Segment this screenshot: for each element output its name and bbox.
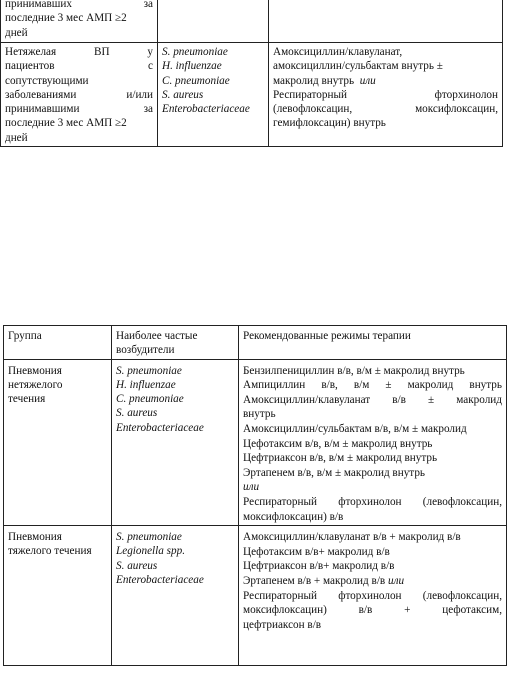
therapy-line: Эртапенем в/в, в/м ± макролид внутрь [243, 466, 426, 479]
therapy-line: Респираторный фторхинолон [273, 88, 498, 101]
therapy-line: моксифлоксацин) в/в [243, 510, 344, 523]
cell-line: течения [8, 393, 46, 406]
group-cell [4, 526, 112, 666]
table-row [4, 359, 507, 526]
cell-line: последние 3 мес АМП ≥2 [5, 117, 127, 130]
therapy-cell [269, 0, 503, 43]
table-row [4, 526, 507, 666]
cell-line: дней [5, 26, 28, 39]
pathogens-cell [112, 359, 239, 526]
therapy-table [3, 325, 507, 666]
therapy-line: Респираторный фторхинолон (левофлоксацин, [243, 589, 502, 602]
therapy-line: гемифлоксацин) внутрь [273, 117, 386, 130]
pathogen-name: S. aureus [116, 559, 158, 572]
header-therapy: Рекомендованные режимы терапии [239, 326, 507, 360]
pathogen-name: H. influenzae [162, 60, 222, 73]
therapy-line: Амоксициллин/клавуланат, [273, 46, 403, 58]
therapy-line: Амоксициллин/сульбактам в/в, в/м ± макролид [243, 422, 467, 435]
table-header-row [4, 326, 507, 360]
table-row [1, 0, 503, 43]
therapy-line: Бензилпенициллин в/в, в/м ± макролид внутрь [243, 364, 465, 377]
therapy-line: моксифлоксацин) в/в + цефотаксим, [243, 604, 502, 617]
pathogen-name: H. influenzae [116, 378, 176, 391]
therapy-line: цефтриаксон в/в [243, 618, 322, 631]
cell-line: дней [5, 131, 28, 144]
therapy-line: Амоксициллин/клавуланат в/в ± макролид [243, 393, 502, 406]
cell-line: сопутствующими [5, 74, 89, 87]
therapy-line: (левофлоксацин, моксифлоксацин, [273, 103, 498, 116]
header-group: Группа [4, 326, 112, 360]
group-cell [1, 43, 158, 147]
therapy-line: амоксициллин/сульбактам внутрь ± [273, 60, 443, 73]
therapy-line: Респираторный фторхинолон (левофлоксацин, [243, 495, 502, 508]
pathogen-name: Enterobacteriaceae [116, 421, 204, 434]
therapy-cell [269, 43, 503, 147]
pathogen-name: Enterobacteriaceae [162, 103, 250, 116]
or-conjunction: или [243, 481, 260, 494]
therapy-line [243, 574, 502, 589]
therapy-line: внутрь [243, 408, 276, 421]
pathogens-cell [112, 526, 239, 666]
therapy-text: макролид внутрь [273, 74, 355, 87]
pathogen-name: S. pneumoniae [116, 531, 182, 544]
cell-line: последние 3 мес АМП ≥2 [5, 12, 127, 25]
therapy-line: Цефтриаксон в/в+ макролид в/в [243, 560, 395, 573]
cell-line: Пневмония [8, 364, 62, 377]
therapy-line: Ампициллин в/в, в/м ± макролид внутрь [243, 379, 502, 392]
header-pathogens: Наиболее частые возбудители [112, 326, 239, 360]
therapy-line: Цефотаксим в/в, в/м ± макролид внутрь [243, 437, 433, 450]
therapy-cell [239, 359, 507, 526]
pathogen-name: S. pneumoniae [162, 46, 228, 58]
cell-line: тяжелого течения [8, 545, 92, 558]
pathogen-name: Legionella spp. [116, 545, 185, 558]
or-conjunction: или [388, 574, 405, 587]
pathogen-name: C. pneumoniae [116, 393, 184, 406]
therapy-line: Цефотаксим в/в+ макролид в/в [243, 545, 390, 558]
pathogen-name: S. aureus [116, 407, 158, 420]
pathogens-cell [158, 43, 269, 147]
cell-line: заболеваниями и/или [5, 88, 153, 101]
therapy-line: Амоксициллин/клавуланат в/в + макролид в/в [243, 531, 461, 544]
cell-line: Нетяжелая ВП у [5, 46, 153, 58]
or-conjunction: или [359, 74, 376, 87]
group-cell [1, 0, 158, 43]
therapy-text: Эртапенем в/в + макролид в/в [243, 574, 386, 587]
cell-line: принимавшими за [5, 103, 153, 116]
therapy-line [273, 74, 498, 88]
table-row [1, 43, 503, 147]
continuation-table [0, 0, 503, 147]
therapy-line: Цефтриаксон в/в, в/м ± макролид внутрь [243, 452, 438, 465]
cell-line: принимавших за [5, 0, 153, 10]
cell-line: нетяжелого [8, 378, 63, 391]
cell-line: Пневмония [8, 531, 62, 544]
pathogens-cell [158, 0, 269, 43]
pathogen-name: S. pneumoniae [116, 364, 182, 377]
cell-line: пациентов с [5, 60, 153, 73]
pathogen-name: C. pneumoniae [162, 74, 230, 87]
pathogen-name: S. aureus [162, 88, 204, 101]
therapy-cell [239, 526, 507, 666]
pathogen-name: Enterobacteriaceae [116, 574, 204, 587]
group-cell [4, 359, 112, 526]
